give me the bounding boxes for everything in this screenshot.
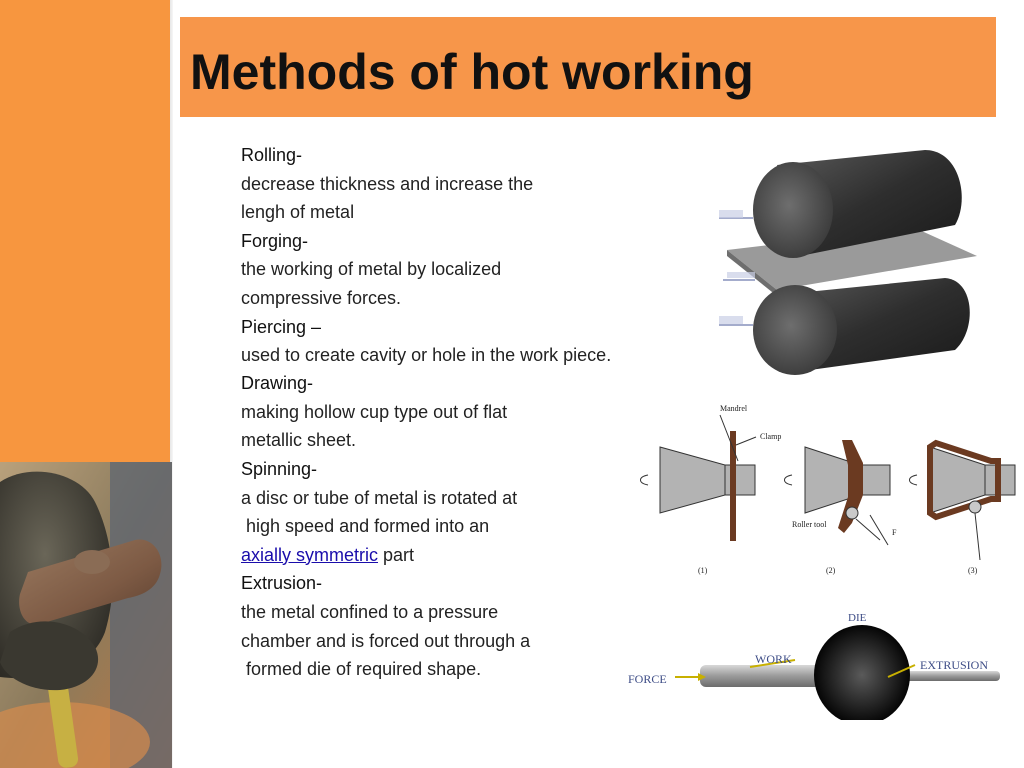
hammer-photo <box>0 462 172 768</box>
def-forging-2: compressive forces. <box>241 287 402 308</box>
step-1-label: (1) <box>698 566 708 575</box>
def-forging-1: the working of metal by localized <box>241 259 502 280</box>
def-rolling-1: decrease thickness and increase the <box>241 173 534 194</box>
def-spinning-1: a disc or tube of metal is rotated at <box>241 487 518 508</box>
def-spinning-2: high speed and formed into an <box>241 516 490 537</box>
term-drawing: Drawing- <box>241 373 314 394</box>
rolling-figure <box>715 130 985 380</box>
def-spinning-3 <box>241 541 621 570</box>
lower-roll-face <box>753 285 837 375</box>
clamp-1 <box>725 465 755 495</box>
term-spinning: Spinning- <box>241 458 318 479</box>
term-forging: Forging- <box>241 230 309 251</box>
step-3-label: (3) <box>968 566 978 575</box>
extrusion-figure <box>620 605 1010 720</box>
def-extrusion-2: chamber and is forced out through a <box>241 630 531 651</box>
roller-shaft-3 <box>975 513 980 560</box>
def-piercing: used to create cavity or hole in the work piece. <box>241 345 612 366</box>
def-extrusion-3: formed die of required shape. <box>241 659 482 680</box>
work-label: WORK <box>755 652 792 666</box>
def-extrusion-1: the metal confined to a pressure <box>241 601 499 622</box>
rotation-arrow-2 <box>785 475 793 485</box>
slide-title: Methods of hot working <box>190 44 754 100</box>
roller-tool-3 <box>969 501 981 513</box>
label-bottom <box>719 316 743 324</box>
term-rolling: Rolling- <box>241 145 303 165</box>
body-text <box>241 141 621 684</box>
label-mid <box>727 272 755 278</box>
step-2-label: (2) <box>826 566 836 575</box>
clamp-2 <box>860 465 890 495</box>
roller-tool-2 <box>846 507 858 519</box>
force-label: FORCE <box>628 672 667 686</box>
roller-tool-label: Roller tool <box>792 520 827 529</box>
die <box>814 625 910 720</box>
label-top <box>719 210 743 218</box>
def-drawing-2: metallic sheet. <box>241 430 357 451</box>
def-rolling-2: lengh of metal <box>241 202 355 223</box>
mandrel-label: Mandrel <box>720 404 748 413</box>
force-label: F <box>892 528 897 537</box>
clamp-leader <box>736 437 756 445</box>
clamp-label: Clamp <box>760 432 782 441</box>
def-drawing-1: making hollow cup type out of flat <box>241 401 508 422</box>
roller-shaft-2 <box>856 519 880 540</box>
term-extrusion: Extrusion- <box>241 573 323 594</box>
axially-symmetric-link[interactable]: axially symmetric <box>241 544 379 565</box>
spinning-figure <box>630 395 1020 585</box>
mandrel-1 <box>660 447 725 513</box>
term-piercing: Piercing – <box>241 316 322 337</box>
rotation-arrow-3 <box>910 475 918 485</box>
die-label: DIE <box>848 612 867 624</box>
force-arrow <box>870 515 888 545</box>
extrusion-label: EXTRUSION <box>920 658 988 672</box>
rotation-arrow-1 <box>641 475 649 485</box>
upper-roll-face <box>753 162 833 258</box>
def-spinning-3-text: part <box>383 544 415 565</box>
